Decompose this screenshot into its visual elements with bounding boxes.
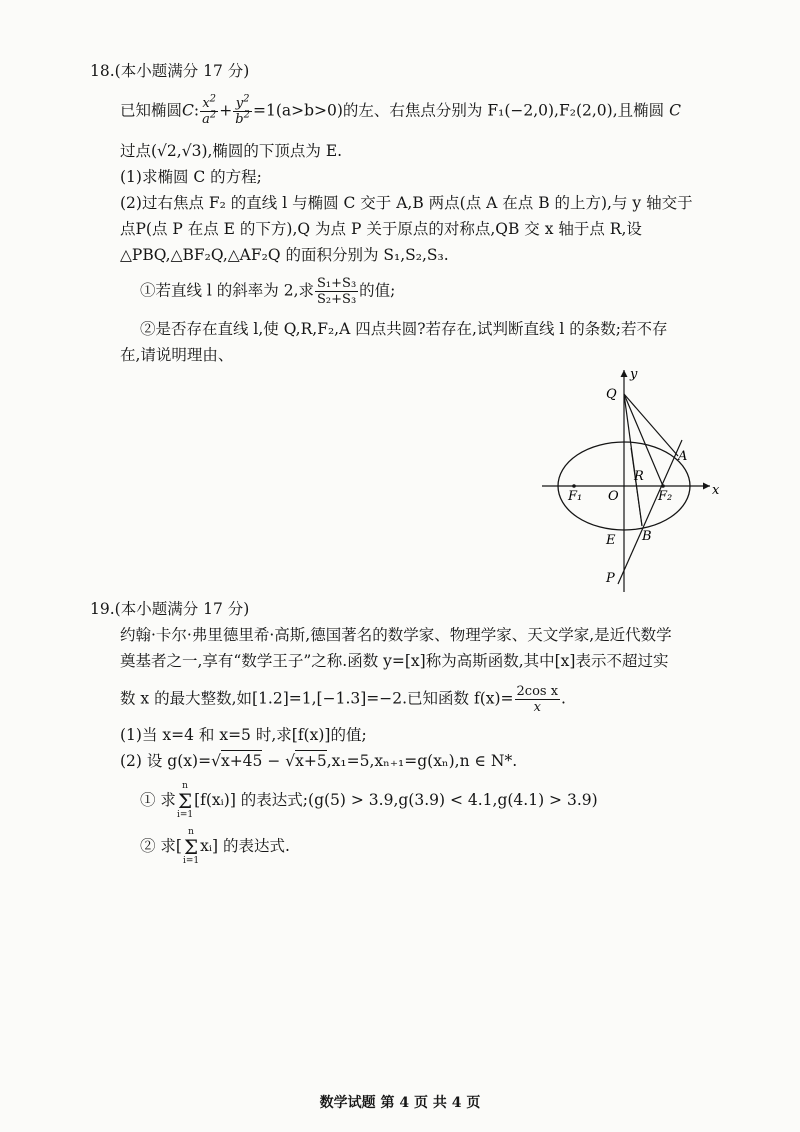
q19-line3: 数 x 的最大整数,如[1.2]=1,[−1.3]=−2.已知函数 f(x)= $\frac{\text{2cos x}}{x}$ . [120,684,566,715]
q19-part1: (1)当 x=4 和 x=5 时,求[f(x)]的值; [120,726,367,744]
point-F2 [661,484,665,488]
q19-part2: (2) 设 g(x)=√x+45 − √x+5,x₁=5,xₙ₊₁=g(xₙ),n ∈ N*. [120,752,518,770]
q18-line1: 已知椭圆C: $\frac{x^2}{a^2}$ + $\frac{y^2}{b^2}$ =1(a>b>0)的左、右焦点分别为 F₁(−2,0),F₂(2,0),且椭圆 C [120,93,681,127]
label-y: y [630,367,638,382]
q18-sub2-line2: 在,请说明理由、 [120,346,234,364]
segment-QA [624,394,678,456]
label-P: P [606,571,615,586]
q19-sub1: ① 求n Σ i=1[f(xᵢ)] 的表达式;(g(5) > 3.9,g(3.9) < 4.1,g(4.1) > 3.9) [140,781,598,820]
q18-part2-line3: △PBQ,△BF₂Q,△AF₂Q 的面积分别为 S₁,S₂,S₃. [120,246,449,264]
label-Q: Q [606,387,617,402]
q18-sub1: ①若直线 l 的斜率为 2,求 $\frac{\text{S₁+S₃}}{\text{S₂+S₃}}$ 的值; [140,276,396,307]
page-footer: 数学试题 第 4 页 共 4 页 [319,1095,481,1111]
summation-symbol-2: n Σ i=1 [182,827,200,866]
label-A: A [678,449,688,464]
q18-part2-line1: (2)过右焦点 F₂ 的直线 l 与椭圆 C 交于 A,B 两点(点 A 在点 B 的上方),与 y 轴交于 [120,194,693,212]
ellipse-figure [530,360,730,600]
line-l [618,440,682,584]
q19-header: 19.(本小题满分 17 分) [90,600,250,618]
segment-RB [631,448,642,526]
x2-over-a2: $\frac{x^2}{a^2}$ [202,93,217,127]
point-F1 [572,484,576,488]
q19-line1: 约翰·卡尔·弗里德里希·高斯,德国著名的数学家、物理学家、天文学家,是近代数学 [120,626,672,644]
y2-over-b2: $\frac{y^2}{b^2}$ [235,93,250,127]
summation-symbol: n Σ i=1 [176,781,194,820]
f-fraction: $\frac{\text{2cos x}}{x}$ [516,684,559,715]
label-O: O [608,489,619,504]
label-F2: F₂ [658,489,673,504]
q18-part1: (1)求椭圆 C 的方程; [120,168,262,186]
q18-header: 18.(本小题满分 17 分) [90,62,250,80]
q19-sub2: ② 求[n Σ i=1xᵢ] 的表达式. [140,827,290,866]
label-F1: F₁ [568,489,583,504]
label-E: E [606,533,616,548]
q18-sub2-line1: ②是否存在直线 l,使 Q,R,F₂,A 四点共圆?若存在,试判断直线 l 的条数;若不存 [140,320,668,338]
q18-part2-line2: 点P(点 P 在点 E 的下方),Q 为点 P 关于原点的对称点,QB 交 x 轴于点 R,设 [120,220,642,238]
q19-line2: 奠基者之一,享有“数学王子”之称.函数 y=[x]称为高斯函数,其中[x]表示不超过实 [120,652,669,670]
label-B: B [642,529,652,544]
s-ratio-fraction: $\frac{\text{S₁+S₃}}{\text{S₂+S₃}}$ [317,276,357,307]
label-x: x [712,483,720,498]
q18-line2: 过点(√2,√3),椭圆的下顶点为 E. [120,142,343,160]
label-R: R [634,469,644,484]
